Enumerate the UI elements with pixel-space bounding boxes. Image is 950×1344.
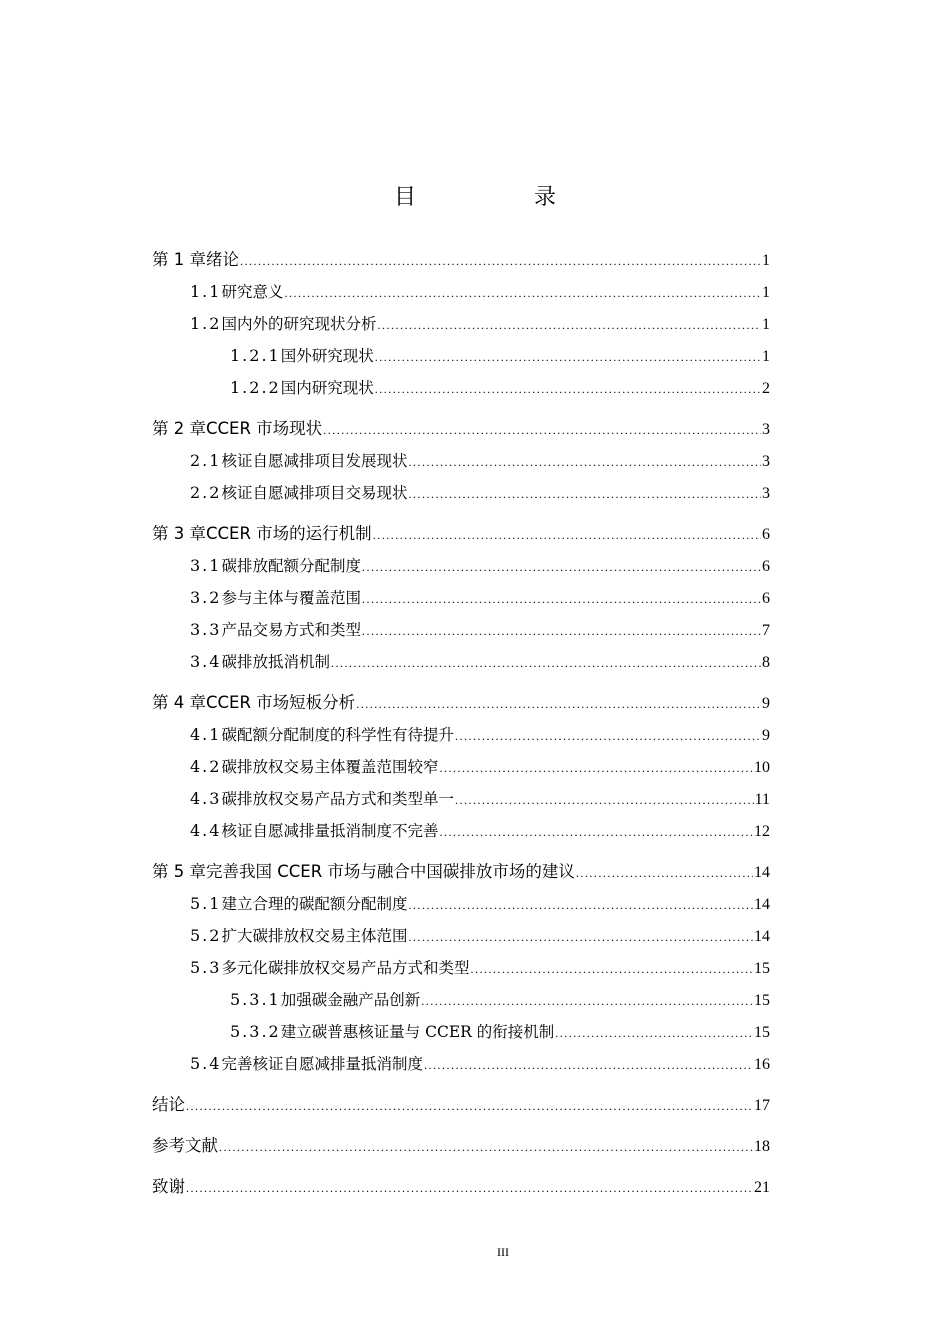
dot-leader — [439, 752, 753, 784]
toc-entry-label: 核证自愿减排项目发展现状 — [221, 452, 408, 470]
toc-entry-page: 17 — [754, 1097, 770, 1114]
toc-entry-3-1[interactable] — [152, 550, 770, 582]
toc-entry-label: 完善我国 CCER 市场与融合中国碳排放市场的建议 — [206, 862, 575, 881]
toc-entry-label: 碳配额分配制度的科学性有待提升 — [221, 726, 454, 744]
toc-entry-label: 致谢 — [152, 1177, 185, 1196]
toc-entry-page: 3 — [762, 453, 770, 470]
toc-entry-page: 14 — [754, 896, 770, 913]
toc-entry-page: 1 — [762, 348, 770, 365]
toc-entry-5-3-2[interactable] — [152, 1016, 770, 1048]
dot-leader — [186, 1172, 753, 1204]
toc-entry-label: 碳排放权交易主体覆盖范围较窄 — [221, 758, 439, 776]
toc-entry-page: 9 — [762, 695, 770, 712]
toc-entry-1-2[interactable] — [152, 308, 770, 340]
toc-entry-page: 15 — [754, 1024, 770, 1041]
dot-leader — [186, 1090, 753, 1122]
toc-entry-label: 核证自愿减排项目交易现状 — [221, 484, 408, 502]
toc-entry-page: 12 — [754, 823, 770, 840]
toc-entry-3-2[interactable] — [152, 582, 770, 614]
toc-entry-page: 6 — [762, 558, 770, 575]
dot-leader — [470, 953, 753, 985]
toc-entry-label: CCER 市场的运行机制 — [206, 524, 372, 543]
toc-entry-number: 3.2 — [190, 588, 222, 607]
toc-entry-number: 5.2 — [190, 926, 222, 945]
toc-entry-number: 3.4 — [190, 652, 222, 671]
toc-entry-3-4[interactable] — [152, 646, 770, 678]
dot-leader — [439, 816, 753, 848]
toc-entry-label: 研究意义 — [221, 283, 284, 301]
toc-entry-label: 完善核证自愿减排量抵消制度 — [221, 1055, 423, 1073]
toc-entry-label: 扩大碳排放权交易主体范围 — [221, 927, 408, 945]
toc-entry-page: 1 — [762, 284, 770, 301]
dot-leader — [377, 309, 761, 341]
toc-entry-1-2-1[interactable] — [152, 340, 770, 372]
toc-entry-acknowledgements[interactable] — [152, 1171, 770, 1203]
dot-leader — [323, 414, 761, 446]
toc-entry-label: 核证自愿减排量抵消制度不完善 — [221, 822, 439, 840]
toc-entry-number: 1.1 — [190, 282, 222, 301]
toc-entry-label: 绪论 — [206, 250, 239, 269]
toc-entry-label: 建立碳普惠核证量与 CCER 的衔接机制 — [280, 1023, 555, 1041]
toc-entry-page: 14 — [754, 928, 770, 945]
toc-entry-number: 4.3 — [190, 789, 222, 808]
toc-entry-label: 国外研究现状 — [280, 347, 374, 365]
dot-leader — [362, 551, 761, 583]
toc-entry-label: 参考文献 — [152, 1136, 218, 1155]
toc-entry-number: 5.4 — [190, 1054, 222, 1073]
dot-leader — [424, 1049, 753, 1081]
dot-leader — [284, 277, 761, 309]
toc-entry-label: CCER 市场短板分析 — [206, 693, 356, 712]
dot-leader — [331, 647, 761, 679]
toc-entry-page: 6 — [762, 526, 770, 543]
toc-entry-number: 4.4 — [190, 821, 222, 840]
dot-leader — [375, 373, 761, 405]
toc-entry-label: 多元化碳排放权交易产品方式和类型 — [221, 959, 470, 977]
toc-entry-page: 8 — [762, 654, 770, 671]
toc-entry-page: 10 — [754, 759, 770, 776]
toc-entry-page: 1 — [762, 316, 770, 333]
toc-entry-1-1[interactable] — [152, 276, 770, 308]
toc-entry-label: CCER 市场现状 — [206, 419, 323, 438]
toc-entry-page: 3 — [762, 421, 770, 438]
dot-leader — [373, 519, 761, 551]
toc-entry-number: 3.3 — [190, 620, 222, 639]
dot-leader — [240, 245, 761, 277]
toc-entry-5-2[interactable] — [152, 920, 770, 952]
toc-entry-chapter-5[interactable] — [152, 856, 770, 888]
toc-entry-label: 碳排放配额分配制度 — [221, 557, 361, 575]
dot-leader — [455, 720, 761, 752]
toc-entry-5-4[interactable] — [152, 1048, 770, 1080]
dot-leader — [362, 615, 761, 647]
toc-entry-3-3[interactable] — [152, 614, 770, 646]
toc-entry-label: 国内外的研究现状分析 — [221, 315, 377, 333]
dot-leader — [408, 478, 761, 510]
toc-entry-5-3-1[interactable] — [152, 984, 770, 1016]
toc-entry-page: 16 — [754, 1056, 770, 1073]
toc-entry-4-4[interactable] — [152, 815, 770, 847]
toc-entry-label: 碳排放抵消机制 — [221, 653, 330, 671]
dot-leader — [421, 985, 753, 1017]
toc-entry-chapter-3[interactable] — [152, 518, 770, 550]
toc-entry-number: 第 1 章 — [152, 250, 206, 269]
toc-entry-number: 1.2 — [190, 314, 222, 333]
page-number: III — [497, 1245, 509, 1259]
toc-entry-conclusion[interactable] — [152, 1089, 770, 1121]
toc-entry-number: 第 5 章 — [152, 862, 206, 881]
toc-entry-2-1[interactable] — [152, 445, 770, 477]
toc-entry-label: 碳排放权交易产品方式和类型单一 — [221, 790, 454, 808]
toc-entry-4-1[interactable] — [152, 719, 770, 751]
toc-entry-page: 1 — [762, 252, 770, 269]
toc-entry-number: 第 3 章 — [152, 524, 206, 543]
toc-entry-number: 5.3 — [190, 958, 222, 977]
toc-entry-page: 7 — [762, 622, 770, 639]
toc-entry-label: 建立合理的碳配额分配制度 — [221, 895, 408, 913]
toc-entry-label: 参与主体与覆盖范围 — [221, 589, 361, 607]
dot-leader — [219, 1131, 753, 1163]
toc-entry-5-3[interactable] — [152, 952, 770, 984]
toc-entry-number: 5.1 — [190, 894, 222, 913]
toc-entry-page: 6 — [762, 590, 770, 607]
table-of-contents — [152, 244, 770, 1203]
toc-entry-number: 4.1 — [190, 725, 222, 744]
toc-title: 目 录 — [393, 185, 604, 210]
dot-leader — [362, 583, 761, 615]
dot-leader — [408, 921, 753, 953]
toc-entry-page: 15 — [754, 960, 770, 977]
toc-entry-5-1[interactable] — [152, 888, 770, 920]
toc-entry-4-3[interactable] — [152, 783, 770, 815]
dot-leader — [408, 446, 761, 478]
toc-entry-2-2[interactable] — [152, 477, 770, 509]
toc-entry-references[interactable] — [152, 1130, 770, 1162]
toc-entry-label: 产品交易方式和类型 — [221, 621, 361, 639]
toc-entry-chapter-1[interactable] — [152, 244, 770, 276]
dot-leader — [356, 688, 761, 720]
toc-entry-number: 第 4 章 — [152, 693, 206, 712]
toc-entry-chapter-2[interactable] — [152, 413, 770, 445]
toc-entry-1-2-2[interactable] — [152, 372, 770, 404]
toc-entry-number: 2.1 — [190, 451, 222, 470]
toc-entry-number: 3.1 — [190, 556, 222, 575]
toc-entry-label: 国内研究现状 — [280, 379, 374, 397]
toc-entry-page: 3 — [762, 485, 770, 502]
toc-entry-4-2[interactable] — [152, 751, 770, 783]
toc-entry-label: 结论 — [152, 1095, 185, 1114]
toc-entry-label: 加强碳金融产品创新 — [280, 991, 421, 1009]
toc-entry-page: 9 — [762, 727, 770, 744]
toc-entry-number: 4.2 — [190, 757, 222, 776]
toc-entry-number: 第 2 章 — [152, 419, 206, 438]
toc-entry-page: 15 — [754, 992, 770, 1009]
toc-entry-number: 5.3.1 — [230, 990, 281, 1009]
dot-leader — [576, 857, 753, 889]
toc-entry-page: 2 — [762, 380, 770, 397]
dot-leader — [375, 341, 761, 373]
toc-entry-number: 1.2.2 — [230, 378, 281, 397]
toc-entry-page: 18 — [754, 1138, 770, 1155]
toc-entry-page: 11 — [754, 791, 770, 808]
dot-leader — [555, 1017, 753, 1049]
toc-entry-page: 14 — [754, 864, 770, 881]
toc-entry-number: 1.2.1 — [230, 346, 281, 365]
toc-entry-page: 21 — [754, 1179, 770, 1196]
dot-leader — [408, 889, 753, 921]
dot-leader — [455, 784, 754, 816]
toc-entry-number: 2.2 — [190, 483, 222, 502]
toc-entry-chapter-4[interactable] — [152, 687, 770, 719]
toc-entry-number: 5.3.2 — [230, 1022, 281, 1041]
